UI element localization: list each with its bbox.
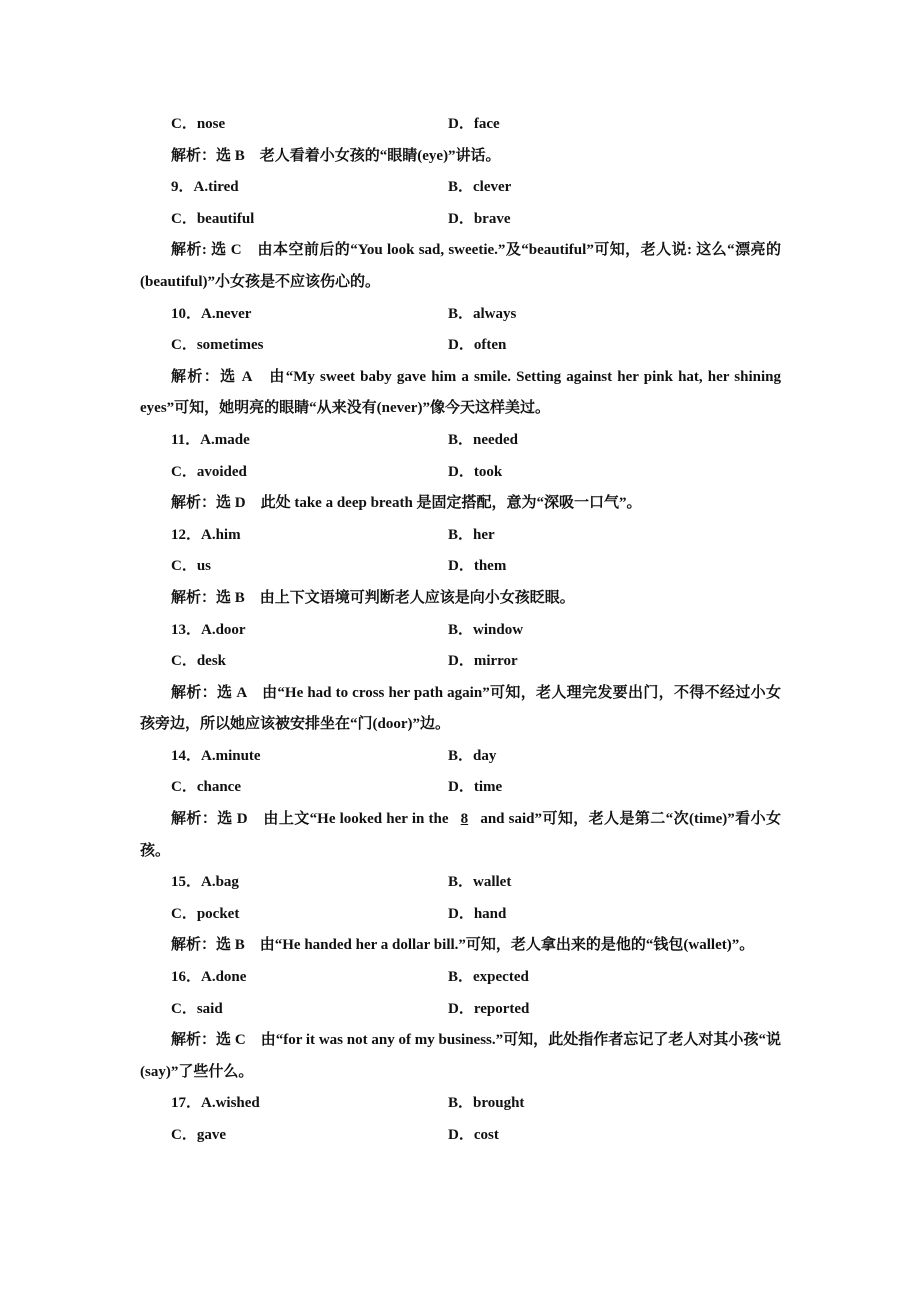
option-row [140,646,781,678]
explanation-9: 解析: 选 C 由本空前后的“You look sad, sweetie.”及“beautiful”可知，老人说: 这么“漂亮的(beautiful)”小女孩是不应该伤心的。 [140,242,781,290]
option-c: C．said [171,1000,223,1017]
explanation-8: 解析：选 B 老人看着小女孩的“眼睛(eye)”讲话。 [171,147,501,164]
option-b: B．window [448,621,524,638]
option-row [140,551,781,583]
option-a: 10．A.never [171,305,252,322]
option-b: B．needed [448,431,519,448]
option-d: D．mirror [448,653,518,670]
option-d: D．hand [448,905,507,922]
explanation-text: and said”可知，老人是第二“次(time)”看小女孩。 [140,811,781,859]
option-d: D．reported [448,1000,530,1017]
explanation-16: 解析：选 C 由“for it was not any of my business.”可知，此处指作者忘记了老人对其小孩“说(say)”了些什么。 [140,1032,781,1080]
option-a: 12．A.him [171,526,241,543]
option-a: 17．A.wished [171,1095,260,1112]
explanation-13: 解析：选 A 由“He had to cross her path again”可知，老人理完发要出门，不得不经过小女孩旁边，所以她应该被安排坐在“门(door)”边。 [140,684,781,733]
option-row [140,457,781,489]
option-a: 9．A.tired [171,179,239,196]
option-a: 15．A.bag [171,874,239,891]
explanation-11: 解析：选 D 此处 take a deep breath 是固定搭配，意为“深吸一口气”。 [171,495,642,512]
option-a: 11．A.made [171,431,250,448]
explanation-12: 解析：选 B 由上下文语境可判断老人应该是向小女孩眨眼。 [171,589,575,606]
option-c: C．avoided [171,463,247,480]
question-row-17 [140,1088,781,1120]
option-d: D．often [448,337,507,354]
option-a: 16．A.done [171,969,247,986]
question-row-12 [140,520,781,552]
option-b: B．expected [448,969,529,986]
option-c: C．sometimes [171,337,264,354]
question-row-11 [140,425,781,457]
option-row [140,204,781,236]
option-b: B．clever [448,179,512,196]
option-a: 13．A.door [171,621,246,638]
option-c: C．us [171,558,212,575]
option-row [140,772,781,804]
question-row-14 [140,741,781,773]
option-c: C．chance [171,779,241,796]
option-row [140,899,781,931]
option-d: D．time [448,779,503,796]
question-row-15 [140,867,781,899]
option-b: B．always [448,305,517,322]
option-b: B．wallet [448,874,512,891]
question-row-10 [140,299,781,331]
option-row [140,994,781,1026]
blank-number: 8 [460,811,469,828]
option-d: D．brave [448,210,511,227]
option-row [140,109,781,141]
question-row-9 [140,172,781,204]
option-c: C．gave [171,1127,226,1143]
option-c: C．desk [171,653,227,670]
question-row-13 [140,615,781,647]
option-d: D．took [448,463,503,480]
answer-content [140,109,781,1152]
option-d: D．cost [448,1127,499,1143]
explanation-15: 解析：选 B 由“He handed her a dollar bill.”可知，老人拿出来的是他的“钱包(wallet)”。 [171,937,755,954]
option-b: B．her [448,526,495,543]
option-d: D．face [448,116,500,132]
explanation-14 [140,804,781,867]
explanation-text: 解析：选 D 由上文“He looked her in the [171,811,453,828]
question-row-16 [140,962,781,994]
option-b: B．brought [448,1095,525,1112]
option-row [140,1120,781,1152]
option-c: C．beautiful [171,210,255,227]
explanation-10: 解析：选 A 由“My sweet baby gave him a smile. Setting against her pink hat, her shining eyes”可知，她明亮的眼睛“从来没有(never)”像今天这样美过。 [140,368,781,417]
option-c: C．nose [171,116,226,132]
option-b: B．day [448,747,497,764]
option-d: D．them [448,558,507,575]
option-a: 14．A.minute [171,747,261,764]
option-c: C．pocket [171,905,240,922]
option-row [140,330,781,362]
